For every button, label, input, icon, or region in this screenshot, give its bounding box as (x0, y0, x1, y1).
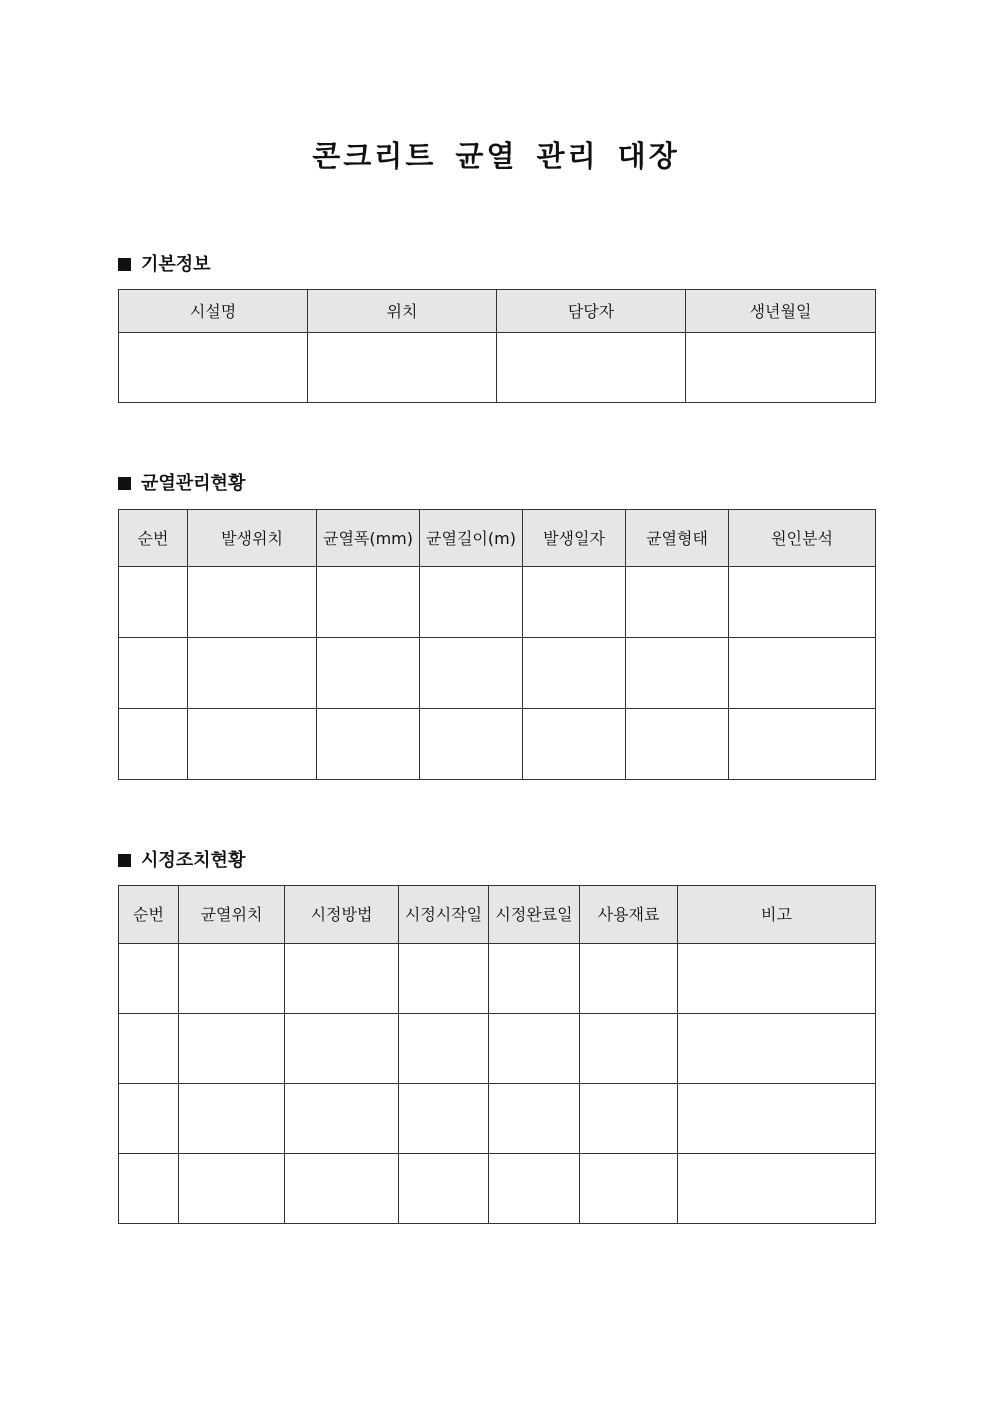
table-cell[interactable] (399, 1154, 489, 1224)
column-header-crack-length: 균열길이(m) (420, 510, 523, 567)
table-cell[interactable] (420, 638, 523, 709)
table-cell[interactable] (119, 1084, 179, 1154)
location-cell[interactable] (308, 333, 497, 403)
facility-name-cell[interactable] (119, 333, 308, 403)
section-title: 시정조치현황 (141, 850, 246, 871)
column-header-repair-end-date: 시정완료일 (489, 886, 580, 944)
table-cell[interactable] (626, 638, 729, 709)
column-header-cause-analysis: 원인분석 (729, 510, 876, 567)
table-cell[interactable] (580, 1084, 678, 1154)
column-header-repair-method: 시정방법 (285, 886, 399, 944)
column-header-crack-type: 균열형태 (626, 510, 729, 567)
table-cell[interactable] (420, 567, 523, 638)
table-cell[interactable] (179, 1154, 285, 1224)
square-bullet-icon (118, 258, 131, 271)
table-cell[interactable] (523, 567, 626, 638)
table-cell[interactable] (119, 709, 188, 780)
table-cell[interactable] (523, 709, 626, 780)
table-cell[interactable] (678, 1154, 876, 1224)
birthdate-cell[interactable] (686, 333, 876, 403)
section-heading-repair-status (118, 849, 245, 873)
column-header-remarks: 비고 (678, 886, 876, 944)
table-row (119, 567, 876, 638)
section-heading-crack-status (118, 472, 245, 496)
column-header-occurrence-location: 발생위치 (188, 510, 317, 567)
page-title: 콘크리트 균열 관리 대장 (312, 139, 680, 173)
repair-status-table (118, 885, 876, 1224)
table-cell[interactable] (489, 1084, 580, 1154)
table-cell[interactable] (179, 944, 285, 1014)
square-bullet-icon (118, 854, 131, 867)
table-cell[interactable] (317, 709, 420, 780)
square-bullet-icon (118, 477, 131, 490)
table-row (119, 333, 876, 403)
table-cell[interactable] (580, 944, 678, 1014)
table-row (119, 709, 876, 780)
table-cell[interactable] (317, 567, 420, 638)
table-cell[interactable] (285, 1014, 399, 1084)
table-header-row (119, 886, 876, 944)
section-heading-basic-info (118, 253, 211, 277)
table-cell[interactable] (420, 709, 523, 780)
manager-cell[interactable] (497, 333, 686, 403)
table-cell[interactable] (119, 1154, 179, 1224)
table-cell[interactable] (580, 1154, 678, 1224)
table-cell[interactable] (188, 638, 317, 709)
table-cell[interactable] (317, 638, 420, 709)
table-cell[interactable] (188, 567, 317, 638)
crack-status-table (118, 509, 876, 780)
column-header-number: 순번 (119, 886, 179, 944)
column-header-crack-width: 균열폭(mm) (317, 510, 420, 567)
table-row (119, 1014, 876, 1084)
table-cell[interactable] (119, 944, 179, 1014)
table-row (119, 1084, 876, 1154)
table-cell[interactable] (399, 1084, 489, 1154)
table-cell[interactable] (729, 709, 876, 780)
table-cell[interactable] (523, 638, 626, 709)
basic-info-table (118, 289, 876, 403)
table-cell[interactable] (729, 567, 876, 638)
table-header-row (119, 290, 876, 333)
table-cell[interactable] (188, 709, 317, 780)
table-cell[interactable] (119, 638, 188, 709)
column-header-repair-start-date: 시정시작일 (399, 886, 489, 944)
table-cell[interactable] (489, 1014, 580, 1084)
table-cell[interactable] (626, 567, 729, 638)
table-cell[interactable] (119, 1014, 179, 1084)
table-cell[interactable] (489, 944, 580, 1014)
table-cell[interactable] (119, 567, 188, 638)
table-cell[interactable] (399, 944, 489, 1014)
table-row (119, 638, 876, 709)
column-header-occurrence-date: 발생일자 (523, 510, 626, 567)
table-cell[interactable] (285, 1084, 399, 1154)
table-cell[interactable] (399, 1014, 489, 1084)
column-header-manager: 담당자 (497, 290, 686, 333)
table-cell[interactable] (678, 1014, 876, 1084)
table-cell[interactable] (489, 1154, 580, 1224)
column-header-number: 순번 (119, 510, 188, 567)
table-cell[interactable] (179, 1084, 285, 1154)
column-header-birthdate: 생년월일 (686, 290, 876, 333)
column-header-crack-location: 균열위치 (179, 886, 285, 944)
table-cell[interactable] (179, 1014, 285, 1084)
table-cell[interactable] (729, 638, 876, 709)
table-row (119, 944, 876, 1014)
column-header-materials-used: 사용재료 (580, 886, 678, 944)
section-title: 기본정보 (141, 254, 211, 275)
column-header-facility-name: 시설명 (119, 290, 308, 333)
table-cell[interactable] (678, 1084, 876, 1154)
table-cell[interactable] (580, 1014, 678, 1084)
table-header-row (119, 510, 876, 567)
table-cell[interactable] (626, 709, 729, 780)
table-cell[interactable] (285, 1154, 399, 1224)
table-row (119, 1154, 876, 1224)
table-cell[interactable] (678, 944, 876, 1014)
column-header-location: 위치 (308, 290, 497, 333)
section-title: 균열관리현황 (141, 473, 246, 494)
table-cell[interactable] (285, 944, 399, 1014)
